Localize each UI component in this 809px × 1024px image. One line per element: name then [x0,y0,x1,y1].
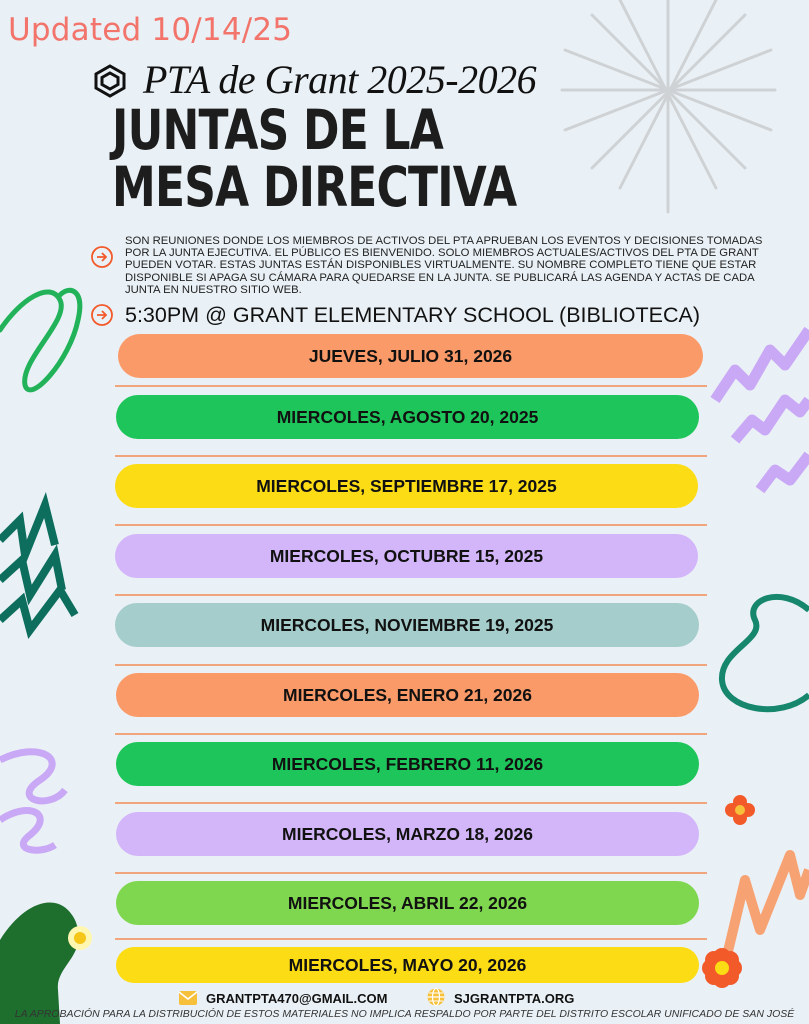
meeting-date-pill: MIERCOLES, SEPTIEMBRE 17, 2025 [115,464,698,508]
arrow-circle-icon [90,303,114,327]
meeting-date-pill: MIERCOLES, MARZO 18, 2026 [116,812,699,856]
time-location: 5:30PM @ GRANT ELEMENTARY SCHOOL (BIBLIOTECA) [125,303,700,327]
email-link[interactable]: GRANTPTA470@GMAIL.COM [206,991,388,1006]
daisy-decoration [68,926,92,950]
meeting-date-pill: MIERCOLES, ABRIL 22, 2026 [116,881,699,925]
green-blob-decoration [0,903,79,1024]
purple-zigzag-decoration-right [715,330,809,490]
meeting-description: SON REUNIONES DONDE LOS MIEMBROS DE ACTIVOS DEL PTA APRUEBAN LOS EVENTOS Y DECISIONES TOMADAS POR LA JUNTA EJECUTIVA. EL PÚBLICO ES BIENVENIDO. SOLO MIEMBROS ACTUALES/ACTIVOS DEL PTA DE GRANT PUEDEN VOTAR. ESTAS JUNTAS ESTÁN DISPONIBLES VIRTUALMENTE. SU NOMBRE COMPLETO TIENE QUE ESTAR DISPONIBLE SI APAGA SU CÁMARA PARA QUEDARSE EN LA JUNTA. SE PUBLICARÁ LAS AGENDA Y ACTAS DE CADA JUNTA EN NUESTRO SITIO WEB. [125,235,763,296]
updated-date: Updated 10/14/25 [8,12,293,48]
divider [115,385,707,387]
flower-decoration-small [725,795,755,825]
purple-squiggle-decoration [0,752,65,850]
page-title: JUNTAS DE LA MESA DIRECTIVA [112,98,517,219]
divider [115,733,707,735]
divider [115,524,707,526]
meeting-date-pill: MIERCOLES, FEBRERO 11, 2026 [116,742,699,786]
divider [115,802,707,804]
pta-title: PTA de Grant 2025-2026 [143,57,537,102]
meeting-date-pill: MIERCOLES, ENERO 21, 2026 [116,673,699,717]
meeting-date-pill: MIERCOLES, OCTUBRE 15, 2025 [115,534,698,578]
starburst-decoration [562,0,775,212]
green-squiggle-decoration [0,290,80,390]
divider [115,594,707,596]
hexagon-logo-icon [93,64,127,98]
divider [115,938,707,940]
mail-icon [178,990,198,1006]
flower-decoration-bottom [702,948,742,988]
globe-icon [426,987,446,1007]
disclaimer: LA APROBACIÓN PARA LA DISTRIBUCIÓN DE ESTOS MATERIALES NO IMPLICA RESPALDO POR PARTE DEL DISTRITO ESCOLAR UNIFICADO DE SAN JOSÉ [14,1008,795,1020]
divider [115,455,707,457]
zigzag-decoration-left [0,505,55,555]
divider [115,664,707,666]
arrow-circle-icon [90,245,114,269]
teal-loop-decoration [722,597,809,709]
meeting-date-pill: MIERCOLES, NOVIEMBRE 19, 2025 [115,603,699,647]
meeting-date-pill: MIERCOLES, MAYO 20, 2026 [116,947,699,983]
website-link[interactable]: SJGRANTPTA.ORG [454,991,575,1006]
meeting-date-pill: MIERCOLES, AGOSTO 20, 2025 [116,395,699,439]
meeting-date-pill: JUEVES, JULIO 31, 2026 [118,334,703,378]
divider [115,872,707,874]
